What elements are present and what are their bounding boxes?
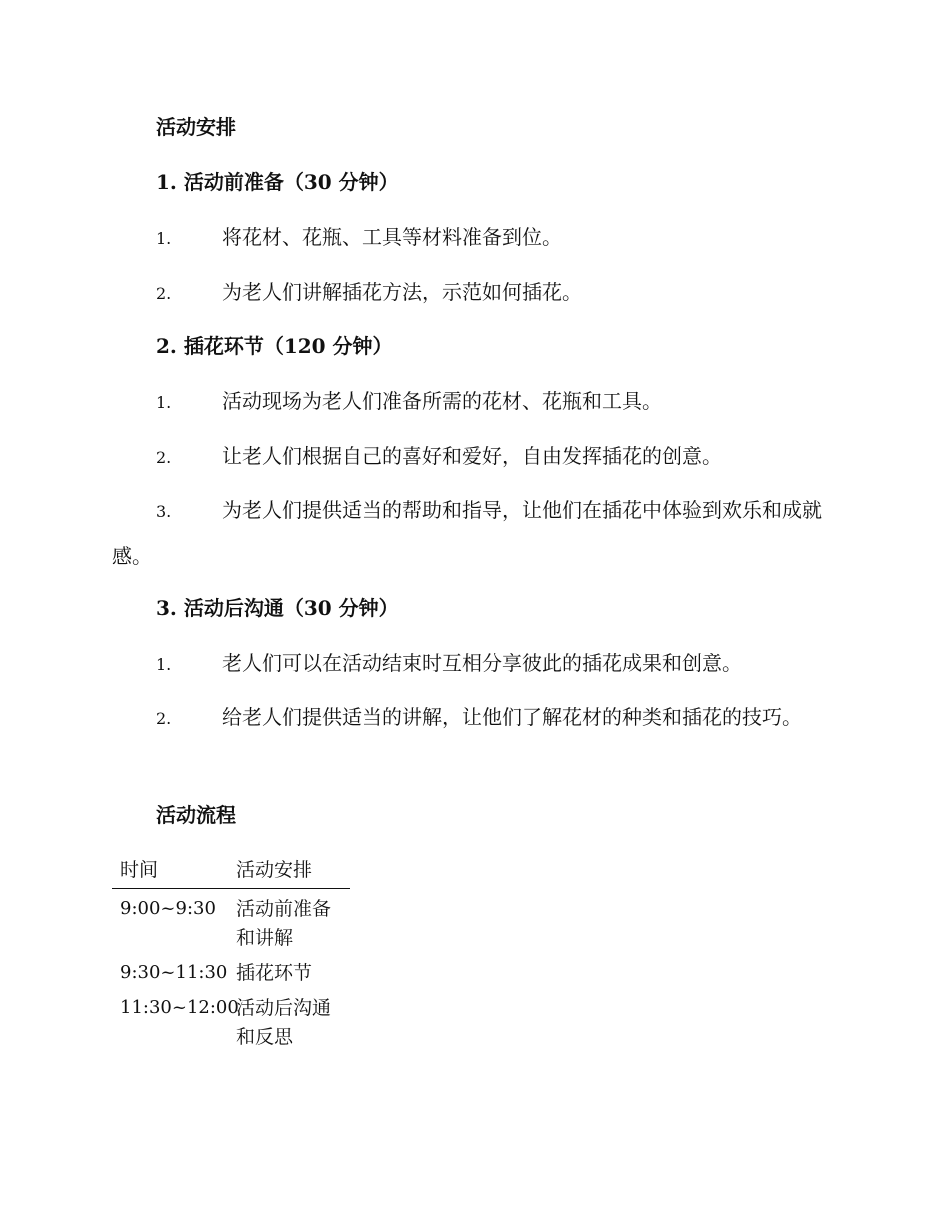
list-text: 给老人们提供适当的讲解，让他们了解花材的种类和插花的技巧。 [222, 705, 802, 729]
part-heading-arranging: 2. 插花环节（120 分钟） [156, 334, 393, 358]
cell-time: 9:30~11:30 [120, 962, 228, 983]
header-activity: 活动安排 [236, 858, 313, 881]
list-number: 1. [156, 655, 172, 674]
list-number: 1. [156, 393, 172, 412]
list-item [112, 434, 837, 480]
header-time: 时间 [120, 859, 159, 881]
table-row [112, 889, 350, 953]
list-number: 2. [156, 448, 172, 467]
cell-activity: 活动前准备和讲解 [236, 898, 332, 949]
schedule-table [112, 852, 350, 1052]
list-number: 3. [156, 502, 172, 521]
list-item [112, 215, 837, 261]
table-header-row [112, 852, 350, 889]
list-text: 为老人们提供适当的帮助和指导，让他们在插花中体验到欢乐和成就感。 [112, 498, 822, 568]
list-item [112, 379, 837, 425]
list-text: 将花材、花瓶、工具等材料准备到位。 [222, 225, 562, 249]
cell-activity: 插花环节 [236, 962, 313, 984]
list-text: 让老人们根据自己的喜好和爱好，自由发挥插花的创意。 [222, 444, 722, 468]
list-number: 2. [156, 709, 172, 728]
cell-time: 9:00~9:30 [120, 898, 216, 919]
list-item [112, 488, 837, 578]
list-text: 老人们可以在活动结束时互相分享彼此的插花成果和创意。 [222, 651, 742, 675]
part-heading-preparation: 1. 活动前准备（30 分钟） [156, 170, 399, 194]
list-text: 为老人们讲解插花方法，示范如何插花。 [222, 280, 582, 304]
cell-time: 11:30~12:00 [120, 997, 239, 1018]
section-title-activity-flow: 活动流程 [156, 803, 236, 827]
list-item [112, 270, 837, 316]
list-number: 1. [156, 229, 172, 248]
part-heading-communication: 3. 活动后沟通（30 分钟） [156, 596, 399, 620]
table-row [112, 953, 350, 988]
list-item [112, 641, 837, 687]
cell-activity: 活动后沟通和反思 [236, 997, 332, 1048]
list-number: 2. [156, 284, 172, 303]
list-item [112, 695, 837, 741]
list-text: 活动现场为老人们准备所需的花材、花瓶和工具。 [222, 389, 662, 413]
section-title-activity-arrangement: 活动安排 [156, 115, 236, 139]
table-row [112, 988, 350, 1052]
